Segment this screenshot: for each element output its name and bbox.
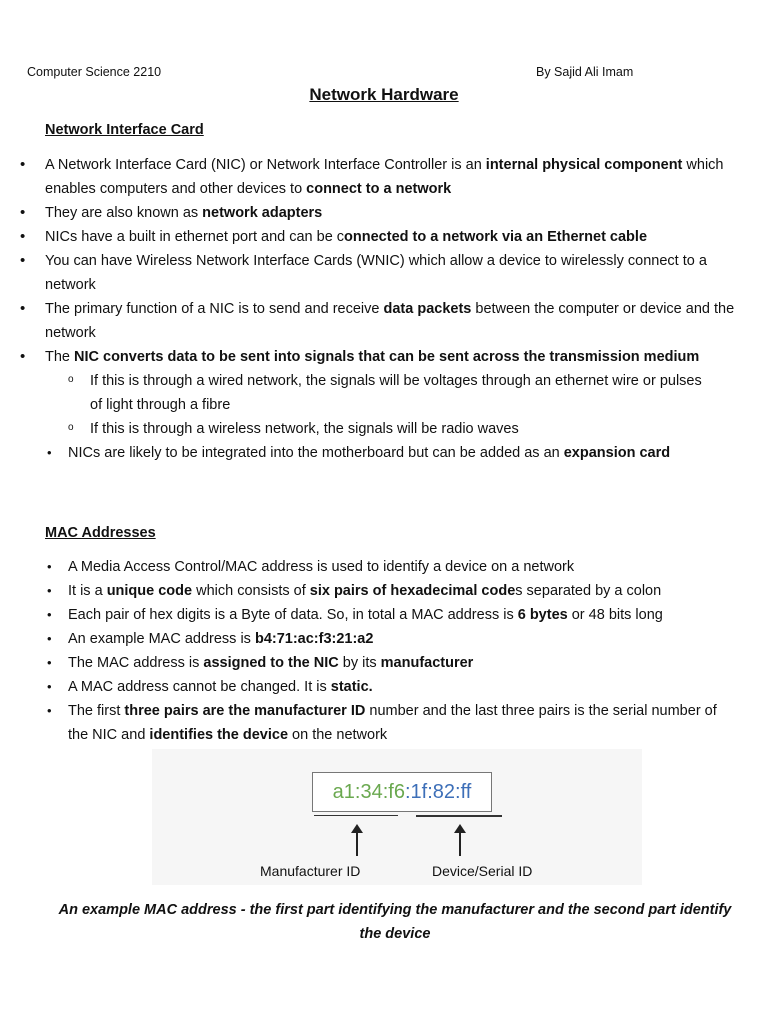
list-item: • It is a unique code which consists of six pairs of hexadecimal codes separated by a colon <box>0 579 740 603</box>
list-item: • A MAC address cannot be changed. It is static. <box>0 675 740 699</box>
list-item: • The first three pairs are the manufacturer ID number and the last three pairs is the serial number of the NIC and identifies the device on the network <box>0 699 740 747</box>
device-id-label: Device/Serial ID <box>432 863 533 879</box>
list-item: • A Network Interface Card (NIC) or Network Interface Controller is an internal physical component which enables computers and other devices to connect to a network <box>0 153 740 201</box>
list-item: • NICs have a built in ethernet port and can be connected to a network via an Ethernet cable <box>0 225 740 249</box>
list-item: • They are also known as network adapters <box>0 201 740 225</box>
list-item: • NICs are likely to be integrated into the motherboard but can be added as an expansion card <box>0 441 740 465</box>
mac-address-figure <box>152 749 642 885</box>
device-underline <box>416 815 502 817</box>
list-item: • A Media Access Control/MAC address is used to identify a device on a network <box>0 555 740 579</box>
author-label: By Sajid Ali Imam <box>536 65 634 79</box>
manufacturer-part: a1:34:f6 <box>332 781 405 803</box>
list-item: • You can have Wireless Network Interface Cards (WNIC) which allow a device to wirelessly connect to a network <box>0 249 740 297</box>
manufacturer-id-label: Manufacturer ID <box>260 863 361 879</box>
device-part: 1f:82:ff <box>410 781 472 803</box>
figure-caption: An example MAC address - the first part identifying the manufacturer and the second part identify the device <box>58 902 732 942</box>
list-item: • An example MAC address is b4:71:ac:f3:21:a2 <box>0 627 740 651</box>
mac-separator: : <box>404 781 411 803</box>
page-title: Network Hardware <box>309 85 459 104</box>
mac-heading: MAC Addresses <box>45 525 156 541</box>
mac-bullet-list <box>0 555 740 747</box>
nic-heading: Network Interface Card <box>45 122 204 138</box>
list-item: • Each pair of hex digits is a Byte of data. So, in total a MAC address is 6 bytes or 48 bits long <box>0 603 740 627</box>
arrow-up-icon <box>356 826 358 856</box>
manufacturer-underline <box>314 815 398 816</box>
sub-list-item: o If this is through a wireless network, the signals will be radio waves <box>0 417 710 441</box>
list-item: • The NIC converts data to be sent into signals that can be sent across the transmission medium <box>0 345 740 369</box>
list-item: • The MAC address is assigned to the NIC by its manufacturer <box>0 651 740 675</box>
list-item: • The primary function of a NIC is to send and receive data packets between the computer or device and the network <box>0 297 740 345</box>
sub-list-item: o If this is through a wired network, the signals will be voltages through an ethernet wire or pulses of light through a fibre <box>0 369 710 417</box>
mac-address-box <box>312 772 492 812</box>
arrow-up-icon <box>459 826 461 856</box>
course-label: Computer Science 2210 <box>27 65 162 79</box>
nic-bullet-list <box>0 153 740 465</box>
